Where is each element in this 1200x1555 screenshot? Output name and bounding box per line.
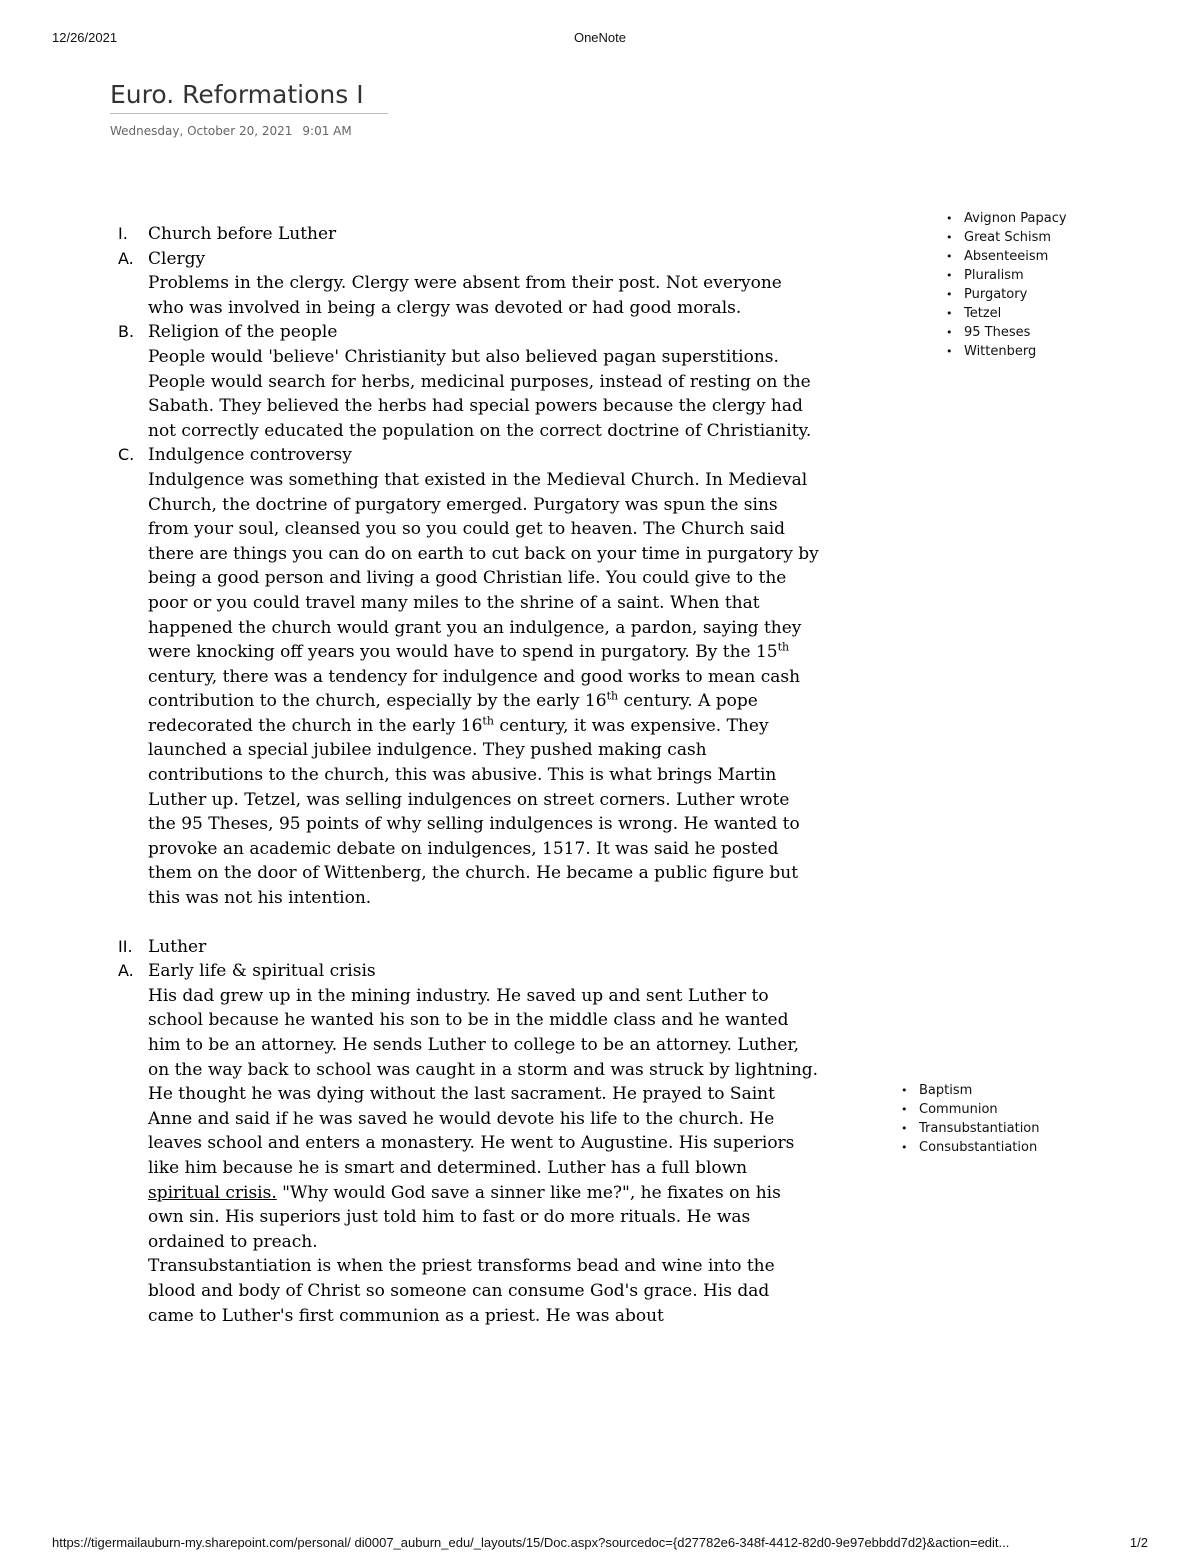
outline-marker: II.	[118, 936, 133, 956]
outline-marker: C.	[118, 445, 135, 465]
side-note-item: • Baptism	[897, 1081, 1040, 1100]
side-note-item: • Tetzel	[942, 304, 1067, 323]
underlined-text: spiritual crisis.	[148, 1182, 277, 1203]
print-header	[0, 30, 1200, 50]
page-time: 9:01 AM	[302, 124, 352, 138]
side-note-item: • Transubstantiation	[897, 1119, 1040, 1138]
subsection-title: Early life & spiritual crisis	[148, 961, 376, 982]
note-paragraph: People would 'believe' Christianity but also believed pagan superstitions. People would search for herbs, medicinal purposes, instead of resting on the Sabath. They believed the herbs had special powers because the clergy had not correctly educated the population on the correct doctrine of Christianity.	[148, 346, 812, 441]
print-date: 12/26/2021	[52, 30, 118, 45]
note-paragraph: Indulgence was something that existed in the Medieval Church. In Medieval Church, the doctrine of purgatory emerged. Purgatory was spun the sins from your soul, cleansed you so you could get to heaven. The Church said there are things you can do on earth to cut back on your time in purgatory by being a good person and living a good Christian life. You could give to the poor or you could travel many miles to the shrine of a saint. When that happened the church would grant you an indulgence, a pardon, saying they were knocking off years you would have to spend in purgatory. By the 15th century, there was a tendency for indulgence and good works to mean cash contribution to the church, especially by the early 16th century. A pope redecorated the church in the early 16th century, it was expensive. They launched a special jubilee indulgence. They pushed making cash contributions to the church, this was abusive. This is what brings Martin Luther up. Tetzel, was selling indulgences on street corners. Luther wrote the 95 Theses, 95 points of why selling indulgences is wrong. He wanted to provoke an academic debate on indulgences, 1517. It was said he posted them on the door of Wittenberg, the church. He became a public figure but this was not his intention.	[148, 469, 819, 909]
section-title: Church before Luther	[148, 224, 337, 244]
outline-subsection-2a	[110, 959, 820, 1328]
subsection-title: Religion of the people	[148, 322, 338, 343]
outline-marker: B.	[118, 322, 135, 342]
note-paragraph: His dad grew up in the mining industry. He saved up and sent Luther to school because he wanted his son to be in the middle class and he wanted him to be an attorney. He sends Luther to college to be an attorney. Luther, on the way back to school was caught in a storm and was struck by lightning. He thought he was dying without the last sacrament. He prayed to Saint Anne and said if he was saved he would devote his life to the church. He leaves school and enters a monastery. He went to Augustine. His superiors like him because he is smart and determined. Luther has a full blown spiritual crisis. "Why would God save a sinner like me?", he fixates on his own sin. His superiors just told him to fast or do more rituals. He was ordained to preach.	[148, 985, 819, 1252]
page-meta	[110, 124, 352, 138]
page-date: Wednesday, October 20, 2021	[110, 124, 293, 138]
section-title: Luther	[148, 936, 207, 957]
outline-section-2	[110, 935, 820, 960]
side-note-item: • Avignon Papacy	[942, 209, 1067, 228]
outline-subsection-1b	[110, 320, 820, 443]
side-note-item: • Great Schism	[942, 228, 1067, 247]
outline-marker: A.	[118, 961, 134, 981]
outline-marker: I.	[118, 224, 128, 243]
side-notes-list-1	[942, 209, 1067, 361]
side-note-item: • Absenteeism	[942, 247, 1067, 266]
print-app-name: OneNote	[573, 30, 627, 45]
side-note-item: • 95 Theses	[942, 323, 1067, 342]
note-paragraph: Problems in the clergy. Clergy were absent from their post. Not everyone who was involved in being a clergy was devoted or had good morals.	[148, 273, 782, 318]
side-note-item: • Wittenberg	[942, 342, 1067, 361]
side-notes-list-2	[897, 1081, 1040, 1157]
print-url: https://tigermailauburn-my.sharepoint.com/personal/ di0007_auburn_edu/_layouts/15/Doc.aspx?sourcedoc={d27782e6-348f-4412-82d0-9e97ebbdd7d2}&action=edit...	[52, 1535, 1010, 1550]
outline-subsection-1c	[110, 443, 820, 910]
outline-section-1	[110, 222, 820, 247]
subsection-title: Indulgence controversy	[148, 445, 352, 466]
side-note-item: • Purgatory	[942, 285, 1067, 304]
print-page-number: 1/2	[1129, 1535, 1148, 1550]
page-title[interactable]: Euro. Reformations I	[110, 80, 388, 114]
print-footer	[0, 1535, 1200, 1555]
subsection-title: Clergy	[148, 248, 206, 269]
outline-subsection-1a	[110, 247, 820, 321]
note-body[interactable]	[110, 222, 820, 1328]
side-note-item: • Consubstantiation	[897, 1138, 1040, 1157]
note-paragraph: Transubstantiation is when the priest transforms bead and wine into the blood and body of Christ so someone can consume God's grace. His dad came to Luther's first communion as a priest. He was about	[148, 1256, 775, 1326]
side-note-item: • Pluralism	[942, 266, 1067, 285]
outline-marker: A.	[118, 248, 134, 268]
side-note-item: • Communion	[897, 1100, 1040, 1119]
